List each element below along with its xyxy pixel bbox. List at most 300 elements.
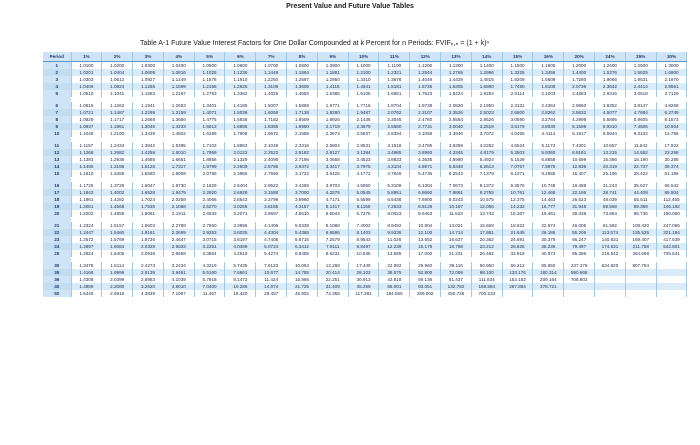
factor-cell: 13.786 xyxy=(656,130,687,137)
factor-cell xyxy=(595,269,626,276)
period-cell: 30 xyxy=(43,262,71,269)
factor-cell: 81.437 xyxy=(441,276,472,283)
factor-cell: 1.9990 xyxy=(287,123,318,130)
rate-column-header: 9% xyxy=(317,52,348,62)
factor-cell: 3.4985 xyxy=(379,149,410,156)
factor-cell: 6.7275 xyxy=(348,210,379,217)
factor-cell: 35.527 xyxy=(625,182,656,189)
factor-cell: 28.625 xyxy=(502,243,533,250)
factor-cell: 1.1262 xyxy=(102,102,133,109)
factor-cell: 26.462 xyxy=(471,250,502,257)
factor-cell: 1.2081 xyxy=(71,203,102,210)
factor-cell: 4.8179 xyxy=(471,149,502,156)
table-row xyxy=(43,182,687,189)
factor-cell: 12.839 xyxy=(564,163,595,170)
factor-cell: 1.4859 xyxy=(102,210,133,217)
rate-column-header: 30% xyxy=(656,52,687,62)
factor-cell: 2.2080 xyxy=(102,283,133,290)
factor-cell: 2.0114 xyxy=(502,90,533,97)
factor-cell: 15.968 xyxy=(287,276,318,283)
factor-cell: 1.0510 xyxy=(71,90,102,97)
factor-cell xyxy=(625,283,656,290)
factor-cell: 55.206 xyxy=(564,229,595,236)
factor-cell: 3.2620 xyxy=(133,283,164,290)
factor-cell: 22.574 xyxy=(533,222,564,229)
factor-cell: 113.574 xyxy=(595,229,626,236)
factor-cell: 1.1300 xyxy=(441,62,472,70)
table-row xyxy=(43,229,687,236)
factor-cell: 45.259 xyxy=(348,283,379,290)
factor-cell: 13.268 xyxy=(317,262,348,269)
factor-cell: 1.3159 xyxy=(163,109,194,116)
factor-cell: 3.0040 xyxy=(441,123,472,130)
factor-cell: 2.6658 xyxy=(163,250,194,257)
factor-cell: 18.420 xyxy=(225,290,256,297)
factor-cell: 1.6406 xyxy=(102,250,133,257)
factor-cell: 1.7959 xyxy=(194,149,225,156)
factor-cell: 1.9672 xyxy=(256,130,287,137)
factor-cell: 3.2434 xyxy=(163,262,194,269)
factor-cell: 108.420 xyxy=(625,222,656,229)
factor-cell: 1.1726 xyxy=(71,182,102,189)
period-cell: 22 xyxy=(43,229,71,236)
period-cell: 3 xyxy=(43,76,71,83)
table-row xyxy=(43,130,687,137)
factor-cell: 14.714 xyxy=(441,229,472,236)
factor-cell: 267.864 xyxy=(502,283,533,290)
factor-cell: 1.9926 xyxy=(317,116,348,123)
factor-cell: 66.247 xyxy=(564,236,595,243)
factor-cell: 1.3459 xyxy=(102,170,133,177)
factor-cell: 3.7975 xyxy=(348,163,379,170)
factor-cell: 9.9336 xyxy=(379,229,410,236)
factor-cell: 1.2597 xyxy=(287,76,318,83)
factor-cell: 9.2655 xyxy=(533,170,564,177)
factor-cell: 1.9738 xyxy=(410,102,441,109)
factor-cell: 8.6128 xyxy=(410,203,441,210)
factor-cell: 12.468 xyxy=(533,189,564,196)
period-cell: 13 xyxy=(43,156,71,163)
factor-cell: 2.7590 xyxy=(256,170,287,177)
factor-cell: 5.4274 xyxy=(256,250,287,257)
factor-cell: 13.743 xyxy=(471,210,502,217)
factor-cell xyxy=(502,290,533,297)
factor-cell: 1.3195 xyxy=(102,163,133,170)
factor-cell: 4.2919 xyxy=(225,250,256,257)
factor-cell: 1.0100 xyxy=(71,62,102,70)
factor-cell: 3.3799 xyxy=(256,196,287,203)
factor-cell xyxy=(625,276,656,283)
factor-cell: 26.186 xyxy=(533,229,564,236)
factor-cell: 1.2400 xyxy=(595,62,626,70)
factor-cell: 2.8262 xyxy=(533,109,564,116)
factor-cell: 321.184 xyxy=(656,229,687,236)
factor-cell: 42.818 xyxy=(379,276,410,283)
table-row xyxy=(43,170,687,177)
factor-cell: 7.2579 xyxy=(317,236,348,243)
factor-cell: 1.0201 xyxy=(71,69,102,76)
period-cell: 40 xyxy=(43,283,71,290)
rate-column-header: 16% xyxy=(533,52,564,62)
factor-cell: 9.3132 xyxy=(625,130,656,137)
factor-cell: 13.552 xyxy=(410,236,441,243)
factor-cell: 3.1384 xyxy=(348,149,379,156)
table-row xyxy=(43,203,687,210)
factor-cell: 1.8106 xyxy=(533,83,564,90)
factor-cell: 1.2321 xyxy=(379,69,410,76)
factor-cell: 11.467 xyxy=(194,290,225,297)
factor-cell: 1.1381 xyxy=(71,156,102,163)
period-cell: 36 xyxy=(43,276,71,283)
factor-cell: 184.565 xyxy=(379,290,410,297)
factor-cell: 1.9799 xyxy=(194,163,225,170)
period-cell: 20 xyxy=(43,210,71,217)
factor-cell: 1.3048 xyxy=(133,123,164,130)
factor-cell: 2.1950 xyxy=(471,102,502,109)
factor-cell: 6.2613 xyxy=(471,163,502,170)
factor-cell: 2.0938 xyxy=(133,250,164,257)
factor-cell: 2.3699 xyxy=(163,229,194,236)
factor-cell: 5.5348 xyxy=(441,163,472,170)
factor-cell: 5.0724 xyxy=(256,243,287,250)
factor-cell: 2.8543 xyxy=(225,196,256,203)
factor-cell: 417.539 xyxy=(656,236,687,243)
factor-cell: 4.8871 xyxy=(410,163,441,170)
factor-cell: 1.8061 xyxy=(133,210,164,217)
factor-cell: 1.0700 xyxy=(256,62,287,70)
factor-cell: 135.525 xyxy=(625,229,656,236)
factor-cell: 1.8424 xyxy=(441,90,472,97)
factor-cell: 1.1699 xyxy=(163,83,194,90)
factor-cell: 4.4304 xyxy=(256,229,287,236)
factor-cell: 6.8485 xyxy=(287,250,318,257)
factor-cell: 1.9736 xyxy=(133,236,164,243)
factor-cell: 11.424 xyxy=(256,276,287,283)
factor-cell: 1.7182 xyxy=(256,116,287,123)
factor-cell: 3.8030 xyxy=(533,123,564,130)
factor-cell: 3.2784 xyxy=(533,116,564,123)
factor-cell: 59.136 xyxy=(410,276,441,283)
factor-cell: 1.8856 xyxy=(194,156,225,163)
factor-cell xyxy=(656,269,687,276)
factor-cell: 1.6305 xyxy=(441,83,472,90)
factor-cell: 2.7731 xyxy=(410,123,441,130)
page-title: Present Value and Future Value Tables xyxy=(286,3,414,10)
factor-cell: 12.239 xyxy=(379,243,410,250)
table-row xyxy=(43,62,687,70)
factor-cell: 4.3276 xyxy=(317,189,348,196)
period-cell: 1 xyxy=(43,62,71,70)
factor-cell: 10.748 xyxy=(533,182,564,189)
factor-cell: 1.4815 xyxy=(471,76,502,83)
factor-cell: 85.850 xyxy=(533,262,564,269)
factor-cell: 18.488 xyxy=(564,182,595,189)
factor-cell: 6.8858 xyxy=(533,156,564,163)
factor-cell: 1.8603 xyxy=(133,222,164,229)
table-row xyxy=(43,90,687,97)
factor-cell: 2.2609 xyxy=(225,163,256,170)
factor-cell: 2.3579 xyxy=(348,123,379,130)
factor-cell: 8.1372 xyxy=(471,182,502,189)
factor-cell: 237.376 xyxy=(564,262,595,269)
factor-cell: 2.0258 xyxy=(163,196,194,203)
factor-cell: 4.1039 xyxy=(163,276,194,283)
factor-cell: 169.407 xyxy=(625,236,656,243)
factor-cell: 8.1371 xyxy=(502,170,533,177)
factor-cell: 30.913 xyxy=(348,276,379,283)
factor-cell: 31.243 xyxy=(595,182,626,189)
factor-cell: 26.623 xyxy=(564,196,595,203)
factor-cell: 1.1100 xyxy=(379,62,410,70)
factor-cell: 1.1449 xyxy=(256,69,287,76)
factor-cell: 2.0736 xyxy=(564,83,595,90)
factor-cell: 3.3996 xyxy=(225,222,256,229)
factor-cell: 4.7684 xyxy=(625,109,656,116)
period-cell: 10 xyxy=(43,130,71,137)
factor-cell: 5.3503 xyxy=(502,149,533,156)
factor-cell: 2.0762 xyxy=(379,109,410,116)
factor-cell: 3.4523 xyxy=(348,156,379,163)
factor-cell: 2.2522 xyxy=(256,149,287,156)
factor-cell: 2.8139 xyxy=(133,269,164,276)
factor-cell: 1.1000 xyxy=(348,62,379,70)
factor-cell: 1.4308 xyxy=(71,276,102,283)
factor-cell: 8.1573 xyxy=(656,116,687,123)
factor-cell: 14.463 xyxy=(533,196,564,203)
factor-cell: 10.604 xyxy=(656,123,687,130)
factor-cell: 66.212 xyxy=(502,262,533,269)
factor-cell: 1.3401 xyxy=(194,102,225,109)
rate-column-header: 2% xyxy=(102,52,133,62)
factor-cell: 1.9479 xyxy=(163,189,194,196)
factor-cell: 1.1610 xyxy=(71,170,102,177)
table-row xyxy=(43,149,687,156)
factor-cell: 5.6044 xyxy=(317,210,348,217)
factor-cell: 1.0900 xyxy=(317,62,348,70)
factor-cell: 15.407 xyxy=(564,170,595,177)
factor-cell: 1.0400 xyxy=(163,62,194,70)
factor-cell: 1.2544 xyxy=(410,69,441,76)
factor-cell: 1.4802 xyxy=(163,130,194,137)
factor-cell: 2.8526 xyxy=(471,116,502,123)
factor-cell: 1.0500 xyxy=(194,62,225,70)
factor-cell: 146.192 xyxy=(656,203,687,210)
factor-cell: 1.8704 xyxy=(379,102,410,109)
factor-cell: 17.861 xyxy=(471,229,502,236)
factor-cell: 1.4116 xyxy=(317,83,348,90)
factor-cell: 44.409 xyxy=(625,189,656,196)
factor-cell: 1.2996 xyxy=(471,69,502,76)
rate-column-header: 13% xyxy=(441,52,472,62)
factor-cell: 10.063 xyxy=(287,262,318,269)
factor-cell: 91.592 xyxy=(595,222,626,229)
factor-cell: 10.575 xyxy=(471,196,502,203)
factor-cell: 1.1487 xyxy=(102,109,133,116)
factor-cell: 7.6123 xyxy=(256,262,287,269)
factor-cell: 14.552 xyxy=(625,149,656,156)
factor-cell: 13.021 xyxy=(441,222,472,229)
factor-cell: 2.7860 xyxy=(194,222,225,229)
factor-cell: 2.9860 xyxy=(564,102,595,109)
factor-cell: 1.6851 xyxy=(379,90,410,97)
factor-cell: 6.1159 xyxy=(348,203,379,210)
factor-cell: 7.4301 xyxy=(564,142,595,149)
factor-cell: 7.1067 xyxy=(163,290,194,297)
factor-cell: 1.5209 xyxy=(502,76,533,83)
factor-cell: 1.1664 xyxy=(287,69,318,76)
factor-cell: 3.8197 xyxy=(225,236,256,243)
factor-cell: 1.2100 xyxy=(348,69,379,76)
factor-cell: 8.1403 xyxy=(348,229,379,236)
period-cell: 2 xyxy=(43,69,71,76)
factor-cell: 3.8147 xyxy=(625,102,656,109)
factor-cell: 1.8114 xyxy=(102,262,133,269)
factor-cell: 2.1049 xyxy=(256,142,287,149)
factor-cell: 7.0757 xyxy=(502,163,533,170)
factor-cell: 153.152 xyxy=(502,276,533,283)
factor-cell: 1.7280 xyxy=(564,76,595,83)
period-column-header: Period xyxy=(43,52,71,62)
factor-cell: 1.3842 xyxy=(133,142,164,149)
factor-cell: 1.4693 xyxy=(287,90,318,97)
factor-cell: 3.2071 xyxy=(225,210,256,217)
factor-cell: 32.919 xyxy=(502,250,533,257)
factor-cell: 4.8010 xyxy=(163,283,194,290)
factor-cell: 1.8280 xyxy=(317,109,348,116)
factor-cell: 2.8127 xyxy=(317,149,348,156)
factor-cell xyxy=(595,276,626,283)
factor-cell: 1.2769 xyxy=(441,69,472,76)
factor-cell xyxy=(595,290,626,297)
factor-cell: 19.461 xyxy=(533,210,564,217)
factor-cell: 2.3526 xyxy=(441,109,472,116)
factor-cell: 4.3839 xyxy=(133,290,164,297)
factor-cell: 188.884 xyxy=(471,283,502,290)
factor-cell: 12.100 xyxy=(410,229,441,236)
period-cell: 25 xyxy=(43,250,71,257)
factor-cell: 73.864 xyxy=(595,210,626,217)
factor-cell: 50.950 xyxy=(471,262,502,269)
factor-cell: 3.6035 xyxy=(225,229,256,236)
factor-cell: 180.314 xyxy=(533,269,564,276)
table-row xyxy=(43,76,687,83)
factor-cell: 16.777 xyxy=(533,203,564,210)
factor-cell: 1.0615 xyxy=(71,102,102,109)
factor-cell: 1.2190 xyxy=(102,130,133,137)
factor-cell: 8.9543 xyxy=(348,236,379,243)
factor-cell: 5.1598 xyxy=(564,123,595,130)
factor-cell: 1.8009 xyxy=(163,170,194,177)
factor-cell: 28.102 xyxy=(348,269,379,276)
factor-cell: 9.0243 xyxy=(441,196,472,203)
factor-cell: 39.374 xyxy=(656,163,687,170)
factor-cell: 6.9310 xyxy=(595,123,626,130)
factor-cell: 23.298 xyxy=(656,149,687,156)
factor-cell: 1.6771 xyxy=(317,102,348,109)
factor-cell: 5.1173 xyxy=(533,142,564,149)
factor-cell: 10.804 xyxy=(410,222,441,229)
factor-cell: 2.0328 xyxy=(133,243,164,250)
factor-cell: 12.056 xyxy=(471,203,502,210)
factor-cell: 3.4785 xyxy=(410,142,441,149)
factor-cell: 2.6584 xyxy=(441,116,472,123)
factor-cell: 40.874 xyxy=(533,250,564,257)
factor-cell: 1.0600 xyxy=(225,62,256,70)
factor-cell: 1.0406 xyxy=(71,83,102,90)
factor-cell: 7.0673 xyxy=(441,182,472,189)
factor-cell: 3.2519 xyxy=(471,123,502,130)
factor-cell: 1.0816 xyxy=(163,69,194,76)
factor-cell: 17.000 xyxy=(410,250,441,257)
factor-cell: 2.2920 xyxy=(194,189,225,196)
factor-cell: 9.3576 xyxy=(502,182,533,189)
table-row xyxy=(43,210,687,217)
factor-cell: 16.627 xyxy=(441,236,472,243)
factor-cell: 48.039 xyxy=(595,196,626,203)
factor-cell: 6.2749 xyxy=(656,109,687,116)
factor-cell: 10.657 xyxy=(595,142,626,149)
factor-cell: 1.3225 xyxy=(502,69,533,76)
factor-cell: 1.1961 xyxy=(71,196,102,203)
factor-cell: 1.4429 xyxy=(441,76,472,83)
factor-cell: 10.761 xyxy=(502,189,533,196)
table-row xyxy=(43,156,687,163)
factor-cell: 1.4258 xyxy=(133,149,164,156)
factor-cell: 1.2167 xyxy=(163,90,194,97)
factor-cell: 1.2250 xyxy=(256,76,287,83)
factor-cell: 2.1970 xyxy=(656,76,687,83)
factor-cell: 93.051 xyxy=(410,283,441,290)
factor-cell: 2.5182 xyxy=(287,149,318,156)
factor-cell: 2.7196 xyxy=(287,156,318,163)
factor-cell: 2.5804 xyxy=(317,142,348,149)
factor-cell: 10.699 xyxy=(564,156,595,163)
factor-cell: 1.6528 xyxy=(133,189,164,196)
factor-cell: 21.645 xyxy=(502,229,533,236)
table-row xyxy=(43,102,687,109)
factor-cell: 2.5785 xyxy=(256,163,287,170)
factor-cell: 1.2950 xyxy=(317,76,348,83)
period-cell: 16 xyxy=(43,182,71,189)
factor-cell: 2.3316 xyxy=(287,142,318,149)
factor-cell: 29.960 xyxy=(410,262,441,269)
factor-cell xyxy=(656,290,687,297)
factor-cell: 20.414 xyxy=(317,269,348,276)
factor-cell: 1.7716 xyxy=(348,102,379,109)
rate-column-header: 12% xyxy=(410,52,441,62)
factor-cell: 1.0612 xyxy=(102,76,133,83)
factor-cell: 1.1157 xyxy=(71,142,102,149)
factor-cell: 1.5395 xyxy=(163,142,194,149)
factor-cell: 2.4647 xyxy=(163,236,194,243)
factor-cell: 9.6463 xyxy=(410,210,441,217)
period-cell: 18 xyxy=(43,196,71,203)
factor-cell: 2.4414 xyxy=(625,83,656,90)
rate-column-header: 11% xyxy=(379,52,410,62)
factor-cell: 79.497 xyxy=(564,243,595,250)
factor-cell: 1.1400 xyxy=(471,62,502,70)
factor-cell: 65.001 xyxy=(379,283,410,290)
factor-cell: 3.9703 xyxy=(317,182,348,189)
factor-cell: 450.736 xyxy=(441,290,472,297)
factor-cell: 2.3642 xyxy=(595,83,626,90)
factor-cell: 1.2572 xyxy=(71,236,102,243)
factor-cell: 1.2500 xyxy=(625,62,656,70)
factor-cell xyxy=(564,283,595,290)
table-row xyxy=(43,250,687,257)
factor-cell: 2.3045 xyxy=(379,116,410,123)
factor-cell: 705.641 xyxy=(656,250,687,257)
